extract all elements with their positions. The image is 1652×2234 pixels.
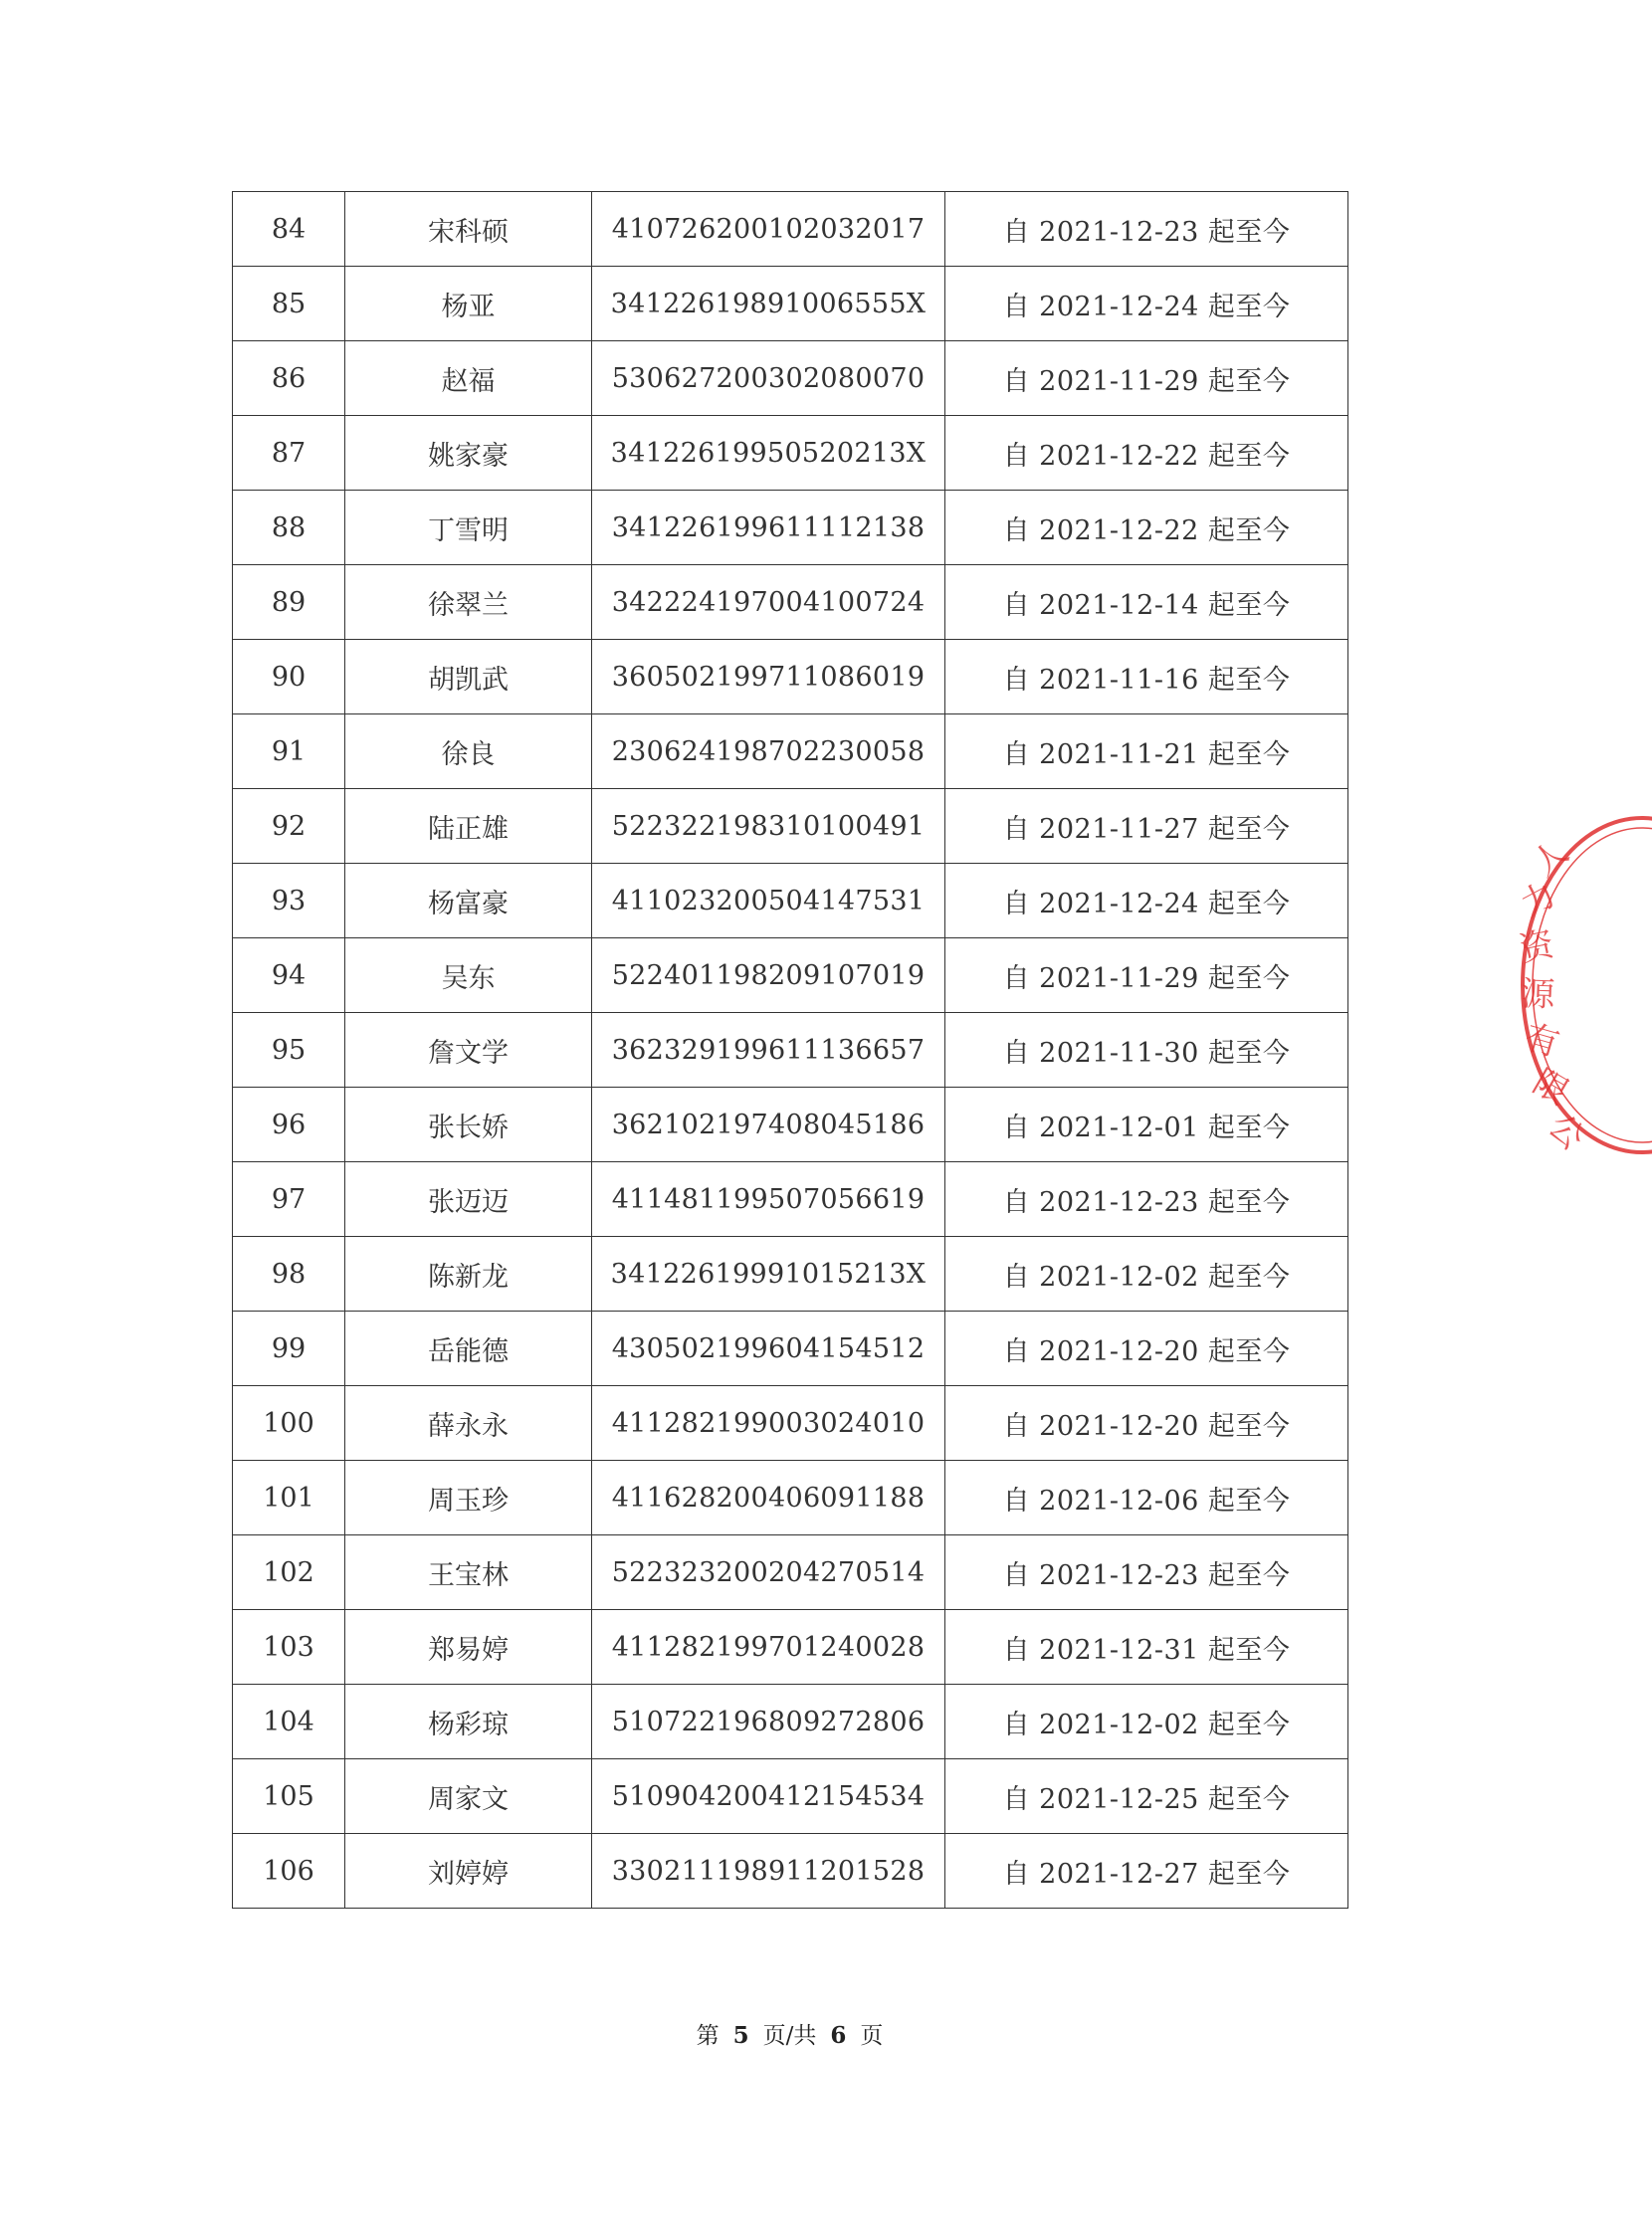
start-date-cell: 自 2021-12-02 起至今 (945, 1685, 1348, 1759)
row-number-cell: 101 (233, 1461, 345, 1535)
row-number-cell: 96 (233, 1088, 345, 1162)
start-date-cell: 自 2021-12-23 起至今 (945, 192, 1348, 267)
id-number-cell: 530627200302080070 (592, 341, 945, 416)
name-cell: 徐翠兰 (345, 565, 592, 640)
row-number-cell: 104 (233, 1685, 345, 1759)
name-cell: 徐良 (345, 714, 592, 789)
table-row (233, 341, 1348, 416)
id-number-cell: 341226199611112138 (592, 491, 945, 565)
id-number-cell: 410726200102032017 (592, 192, 945, 267)
name-cell: 薛永永 (345, 1386, 592, 1461)
start-date-cell: 自 2021-12-31 起至今 (945, 1610, 1348, 1685)
id-number-cell: 34122619991015213X (592, 1237, 945, 1312)
start-date-cell: 自 2021-12-22 起至今 (945, 491, 1348, 565)
table-row (233, 192, 1348, 267)
table-row (233, 1088, 1348, 1162)
start-date-cell: 自 2021-11-29 起至今 (945, 341, 1348, 416)
row-number-cell: 93 (233, 864, 345, 938)
employee-table (232, 191, 1348, 1909)
svg-text:资: 资 (1516, 923, 1558, 970)
name-cell: 赵福 (345, 341, 592, 416)
start-date-cell: 自 2021-12-01 起至今 (945, 1088, 1348, 1162)
seal-lettering (1514, 832, 1592, 1158)
svg-text:人: 人 (1525, 832, 1576, 885)
id-number-cell: 34122619891006555X (592, 267, 945, 341)
id-number-cell: 330211198911201528 (592, 1834, 945, 1909)
id-number-cell: 362102197408045186 (592, 1088, 945, 1162)
row-number-cell: 90 (233, 640, 345, 714)
table-row (233, 267, 1348, 341)
start-date-cell: 自 2021-12-24 起至今 (945, 864, 1348, 938)
table-row (233, 1386, 1348, 1461)
start-date-cell: 自 2021-12-02 起至今 (945, 1237, 1348, 1312)
row-number-cell: 88 (233, 491, 345, 565)
name-cell: 岳能德 (345, 1312, 592, 1386)
table-row (233, 1237, 1348, 1312)
row-number-cell: 98 (233, 1237, 345, 1312)
row-number-cell: 91 (233, 714, 345, 789)
name-cell: 刘婷婷 (345, 1834, 592, 1909)
page-footer (0, 2017, 1579, 2050)
table-row (233, 938, 1348, 1013)
id-number-cell: 411481199507056619 (592, 1162, 945, 1237)
name-cell: 杨富豪 (345, 864, 592, 938)
name-cell: 郑易婷 (345, 1610, 592, 1685)
name-cell: 姚家豪 (345, 416, 592, 491)
name-cell: 杨亚 (345, 267, 592, 341)
employee-table-body (233, 192, 1348, 1909)
svg-text:力: 力 (1514, 874, 1563, 925)
footer-prefix: 第 (696, 2023, 720, 2049)
table-row (233, 416, 1348, 491)
name-cell: 杨彩琼 (345, 1685, 592, 1759)
id-number-cell: 360502199711086019 (592, 640, 945, 714)
table-row (233, 1610, 1348, 1685)
table-row (233, 789, 1348, 864)
row-number-cell: 87 (233, 416, 345, 491)
name-cell: 张长娇 (345, 1088, 592, 1162)
id-number-cell: 411282199701240028 (592, 1610, 945, 1685)
name-cell: 陈新龙 (345, 1237, 592, 1312)
id-number-cell: 411023200504147531 (592, 864, 945, 938)
svg-text:限: 限 (1526, 1062, 1575, 1114)
start-date-cell: 自 2021-12-24 起至今 (945, 267, 1348, 341)
id-number-cell: 411282199003024010 (592, 1386, 945, 1461)
table-row (233, 491, 1348, 565)
seal-inner-ring (1533, 828, 1652, 1142)
start-date-cell: 自 2021-12-20 起至今 (945, 1312, 1348, 1386)
start-date-cell: 自 2021-12-06 起至今 (945, 1461, 1348, 1535)
footer-current-page: 5 (732, 2022, 749, 2049)
name-cell: 詹文学 (345, 1013, 592, 1088)
name-cell: 宋科硕 (345, 192, 592, 267)
id-number-cell: 342224197004100724 (592, 565, 945, 640)
start-date-cell: 自 2021-11-16 起至今 (945, 640, 1348, 714)
name-cell: 陆正雄 (345, 789, 592, 864)
table-row (233, 714, 1348, 789)
id-number-cell: 522323200204270514 (592, 1535, 945, 1610)
table-row (233, 1834, 1348, 1909)
row-number-cell: 105 (233, 1759, 345, 1834)
id-number-cell: 510904200412154534 (592, 1759, 945, 1834)
table-row (233, 640, 1348, 714)
name-cell: 胡凯武 (345, 640, 592, 714)
table-row (233, 1312, 1348, 1386)
row-number-cell: 106 (233, 1834, 345, 1909)
name-cell: 张迈迈 (345, 1162, 592, 1237)
footer-suffix: 页 (860, 2023, 884, 2049)
company-seal-stamp (1493, 796, 1652, 1174)
start-date-cell: 自 2021-12-14 起至今 (945, 565, 1348, 640)
name-cell: 丁雪明 (345, 491, 592, 565)
row-number-cell: 89 (233, 565, 345, 640)
row-number-cell: 84 (233, 192, 345, 267)
table-row (233, 1013, 1348, 1088)
start-date-cell: 自 2021-12-25 起至今 (945, 1759, 1348, 1834)
id-number-cell: 34122619950520213X (592, 416, 945, 491)
row-number-cell: 85 (233, 267, 345, 341)
row-number-cell: 92 (233, 789, 345, 864)
row-number-cell: 95 (233, 1013, 345, 1088)
id-number-cell: 362329199611136657 (592, 1013, 945, 1088)
row-number-cell: 100 (233, 1386, 345, 1461)
start-date-cell: 自 2021-12-20 起至今 (945, 1386, 1348, 1461)
id-number-cell: 230624198702230058 (592, 714, 945, 789)
row-number-cell: 102 (233, 1535, 345, 1610)
start-date-cell: 自 2021-11-29 起至今 (945, 938, 1348, 1013)
row-number-cell: 97 (233, 1162, 345, 1237)
id-number-cell: 430502199604154512 (592, 1312, 945, 1386)
start-date-cell: 自 2021-11-21 起至今 (945, 714, 1348, 789)
name-cell: 周玉珍 (345, 1461, 592, 1535)
footer-total-pages: 6 (830, 2022, 847, 2049)
name-cell: 吴东 (345, 938, 592, 1013)
row-number-cell: 99 (233, 1312, 345, 1386)
name-cell: 王宝林 (345, 1535, 592, 1610)
start-date-cell: 自 2021-12-23 起至今 (945, 1535, 1348, 1610)
start-date-cell: 自 2021-12-27 起至今 (945, 1834, 1348, 1909)
table-row (233, 1535, 1348, 1610)
row-number-cell: 94 (233, 938, 345, 1013)
svg-text:有: 有 (1520, 1017, 1564, 1066)
table-row (233, 1685, 1348, 1759)
table-row (233, 1461, 1348, 1535)
svg-text:源: 源 (1520, 974, 1556, 1016)
start-date-cell: 自 2021-12-23 起至今 (945, 1162, 1348, 1237)
table-row (233, 864, 1348, 938)
row-number-cell: 86 (233, 341, 345, 416)
footer-middle: 页/共 (762, 2023, 817, 2049)
id-number-cell: 411628200406091188 (592, 1461, 945, 1535)
id-number-cell: 510722196809272806 (592, 1685, 945, 1759)
table-row (233, 565, 1348, 640)
id-number-cell: 522322198310100491 (592, 789, 945, 864)
svg-text:公: 公 (1540, 1106, 1592, 1159)
row-number-cell: 103 (233, 1610, 345, 1685)
id-number-cell: 522401198209107019 (592, 938, 945, 1013)
start-date-cell: 自 2021-11-30 起至今 (945, 1013, 1348, 1088)
start-date-cell: 自 2021-12-22 起至今 (945, 416, 1348, 491)
table-row (233, 1162, 1348, 1237)
start-date-cell: 自 2021-11-27 起至今 (945, 789, 1348, 864)
name-cell: 周家文 (345, 1759, 592, 1834)
table-row (233, 1759, 1348, 1834)
seal-outer-ring (1520, 818, 1652, 1152)
